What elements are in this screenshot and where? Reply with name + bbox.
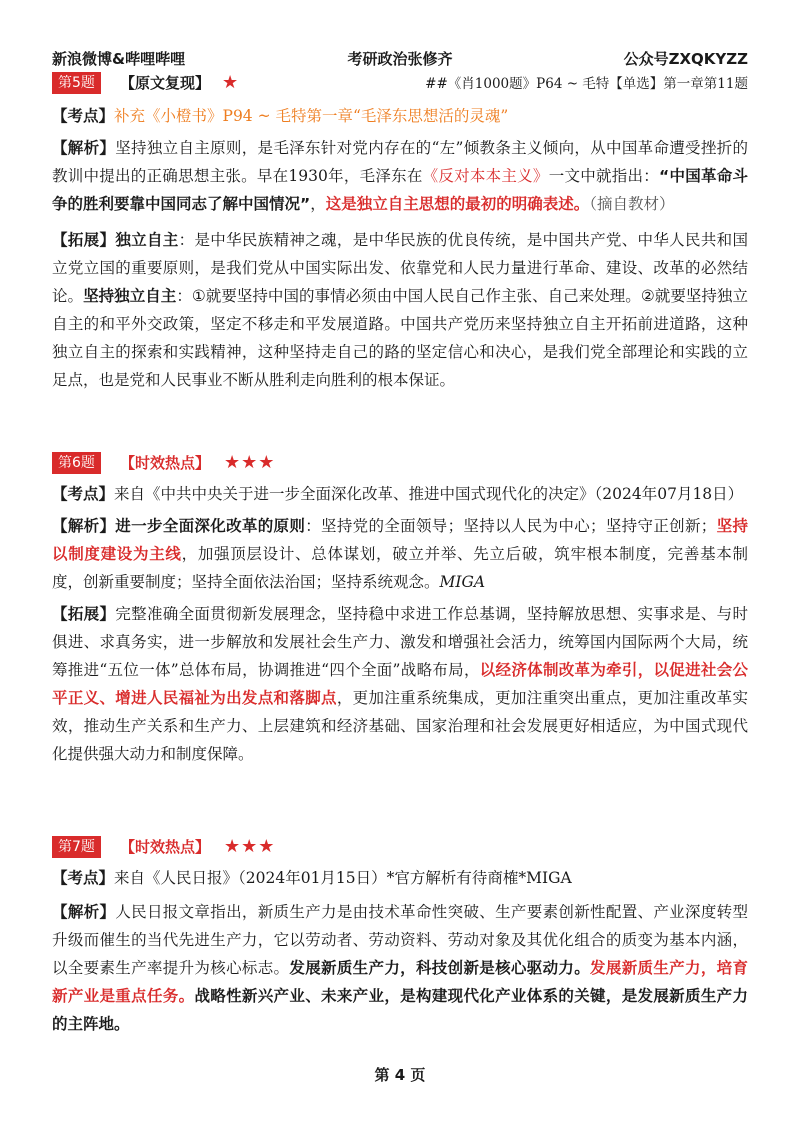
q6-type: 【时效热点】 (120, 454, 211, 472)
q6-tuozhan-text-1: 完整准确全面贯彻新发展理念，坚持稳中求进工作总基调，坚持解放思想、实事求是、与时俱进、求真务实，进一步解放和发展社会生产力、激发和增强社会活力，统筹国内国际两个大局，统筹推进“五位一体”总体布局，协调推进“四个全面”战略布局， (52, 605, 748, 679)
q5-tuozhan-label: 【拓展】 (52, 231, 116, 249)
q6-heading (52, 452, 748, 476)
page-number: 第 4 页 (374, 1066, 426, 1084)
q6-kaodian (52, 480, 748, 508)
q5-tuozhan (52, 226, 748, 394)
q7-stars: ★★★ (224, 836, 276, 857)
q7-jiexi-bold-2: 战略性新兴产业、未来产业，是构建现代化产业体系的关键，是发展新质生产力的主阵地。 (52, 987, 748, 1033)
q5-stars: ★ (222, 72, 240, 93)
q6-jiexi-text-1: ：坚持党的全面领导；坚持以人民为中心；坚持守正创新； (305, 517, 717, 535)
q6-kaodian-label: 【考点】 (52, 485, 115, 503)
q7-type: 【时效热点】 (120, 838, 211, 856)
q6-jiexi-text-2: ，加强顶层设计、总体谋划，破立并举、先立后破，筑牢根本制度，完善基本制度，创新重要制度；坚持全面依法治国；坚持系统观念。 (52, 545, 748, 591)
page-header (52, 48, 748, 74)
q5-kaodian-text: 补充《小橙书》P94 ~ 毛特第一章“毛泽东思想活的灵魂” (114, 107, 509, 125)
header-left: 新浪微博&哔哩哔哩 (52, 50, 186, 68)
q6-tuozhan (52, 600, 748, 768)
q5-jiexi-note: （摘自教材） (589, 195, 675, 213)
q6-jiexi (52, 512, 748, 596)
q5-kaodian-label: 【考点】 (52, 107, 115, 125)
q6-jiexi-signature: MIGA (439, 573, 486, 591)
q7-kaodian (52, 864, 748, 892)
q6-tuozhan-label: 【拓展】 (52, 605, 116, 623)
q7-jiexi (52, 898, 748, 1038)
q5-tuozhan-heading-1: 独立自主 (115, 231, 179, 249)
q5-jiexi-quote: “中国革命斗争的胜利要靠中国同志了解中国情况” (52, 167, 748, 213)
q7-tag: 第7题 (52, 836, 101, 858)
q5-jiexi-red: 这是独立自主思想的最初的明确表述。 (325, 195, 590, 213)
q6-tuozhan-text-3: 为中国式现代化提供强大动力和制度保障。 (52, 717, 748, 763)
q5-jiexi-text-2: 一文中就指出： (548, 167, 660, 185)
q6-tag: 第6题 (52, 452, 101, 474)
q7-jiexi-text-2: 它以劳动者、劳动资料、劳动对象及其优化组合的质变为基本内涵，以全要素生产率提升为核心标志。 (52, 931, 748, 977)
q5-jiexi-book: 《反对本本主义》 (422, 167, 549, 185)
q7-jiexi-label: 【解析】 (52, 903, 116, 921)
q6-tuozhan-red: 以经济体制改革为牵引，以促进社会公平正义、增进人民福祉为出发点和落脚点 (52, 661, 748, 707)
header-center: 考研政治张修齐 (347, 50, 453, 68)
q7-jiexi-text-1: 人民日报文章指出，新质生产力是由技术革命性突破、生产要素创新性配置、产业深度转型升级而催生的当代先进生产力， (52, 903, 748, 949)
q6-kaodian-text: 来自《中共中央关于进一步全面深化改革、推进中国式现代化的决定》（2024年07月18日） (114, 485, 744, 503)
header-right: 公众号ZXQKYZZ (623, 50, 748, 68)
q5-tuozhan-text-1: ：是中华民族精神之魂，是中华民族的优良传统，是中国共产党、中华人民共和国立党立国的重要原则，是我们党从中国实际出发、依靠党和人民力量进行革命、建设、改革的必然结论。 (52, 231, 748, 305)
q6-tuozhan-text-2: ，更加注重系统集成，更加注重突出重点，更加注重改革实效，推动生产关系和生产力、上层建筑和经济基础、国家治理和社会发展更好相适应， (52, 689, 748, 735)
q5-jiexi-text-1: 坚持独立自主原则，是毛泽东针对党内存在的“左”倾教条主义倾向，从中国革命遭受挫折的教训中提出的正确思想主张。早在1930年，毛泽东在 (52, 139, 748, 185)
q5-jiexi-comma: ， (310, 195, 326, 213)
q7-jiexi-red: 发展新质生产力，培育新产业是重点任务。 (52, 959, 748, 1005)
q7-kaodian-label: 【考点】 (52, 869, 115, 887)
q7-jiexi-bold-1: 发展新质生产力，科技创新是核心驱动力。 (289, 959, 591, 977)
q5-heading (52, 72, 748, 96)
q5-tuozhan-text-2: ：①就要坚持中国的事情必须由中国人民自己作主张、自己来处理。②就要坚持独立自主的和平外交政策，坚定不移走和平发展道路。 (52, 287, 748, 333)
q6-jiexi-heading: 进一步全面深化改革的原则 (115, 517, 306, 535)
q5-kaodian (52, 102, 748, 130)
q5-tag: 第5题 (52, 72, 101, 94)
q7-kaodian-text: 来自《人民日报》（2024年01月15日）*官方解析有待商榷*MIGA (114, 869, 572, 887)
q6-jiexi-label: 【解析】 (52, 517, 116, 535)
q6-stars: ★★★ (224, 452, 276, 473)
q6-jiexi-red: 坚持以制度建设为主线 (52, 517, 748, 563)
q5-type: 【原文复现】 (120, 74, 211, 92)
q7-heading (52, 836, 748, 860)
q5-tuozhan-text-3: 中国共产党历来坚持独立自主开拓前进道路，这种独立自主的探索和实践精神，这种坚持走自己的路的坚定信心和决心，是我们党全部理论和实践的立足点，也是党和人民事业不断从胜利走向胜利的根本保证。 (52, 315, 748, 389)
q5-jiexi-label: 【解析】 (52, 139, 116, 157)
q5-source: ##《肖1000题》P64 ~ 毛特【单选】第一章第11题 (425, 76, 748, 92)
q5-tuozhan-heading-2: 坚持独立自主 (83, 287, 177, 305)
q5-jiexi (52, 134, 748, 218)
